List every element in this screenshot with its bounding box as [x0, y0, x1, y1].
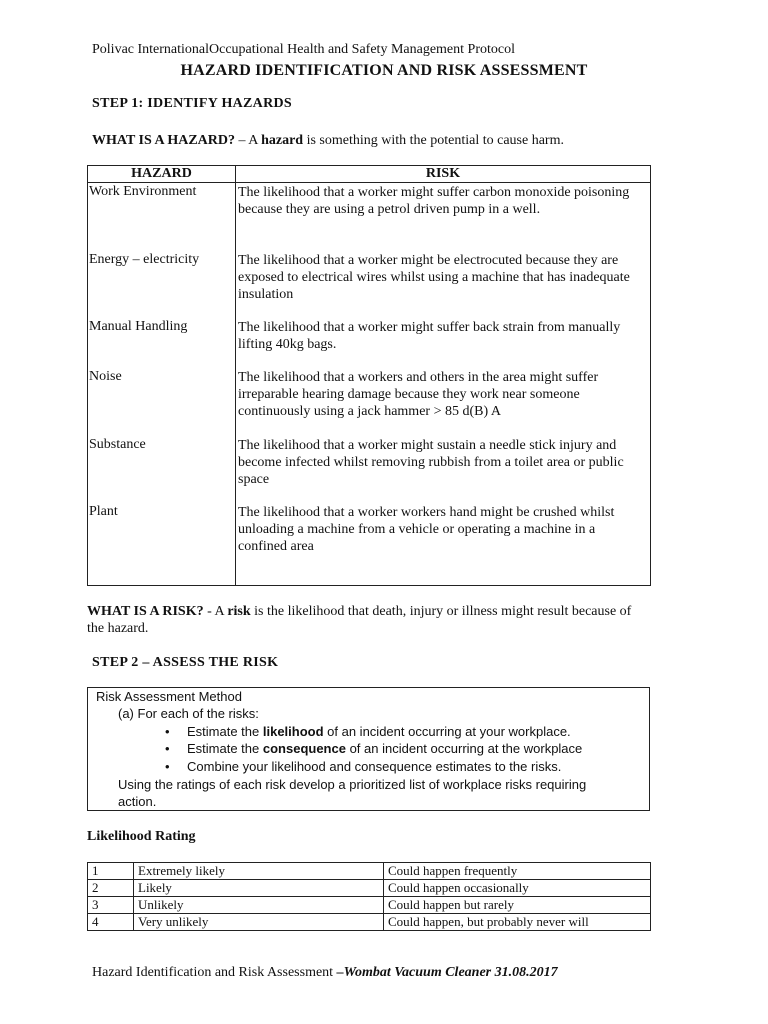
- rating-number: 2: [88, 880, 134, 897]
- risk-term: risk: [227, 604, 251, 619]
- hazard-risk-text: The likelihood that a worker might suffer back strain from manually lifting 40kg bags.: [238, 320, 621, 352]
- table-row: [88, 880, 651, 897]
- bullet-text-pre: Estimate the: [187, 741, 263, 756]
- footer-text: Hazard Identification and Risk Assessment: [92, 965, 337, 980]
- risk-definition-text: is the likelihood that death, injury or illness might result because of the hazard.: [87, 604, 632, 636]
- method-title: Risk Assessment Method: [96, 689, 242, 704]
- hazard-name: Plant: [89, 504, 118, 519]
- hazard-risk-text: The likelihood that a worker might suffer carbon monoxide poisoning because they are using a petrol driven pump in a well.: [238, 185, 630, 217]
- rating-label: Unlikely: [134, 897, 384, 914]
- risk-column-header: RISK: [236, 166, 651, 183]
- rating-label: Very unlikely: [134, 914, 384, 931]
- hazard-definition: [92, 132, 564, 149]
- hazard-name: Noise: [89, 369, 122, 384]
- table-row: [88, 897, 651, 914]
- step2-heading: STEP 2 – ASSESS THE RISK: [92, 655, 279, 670]
- method-closing-line1: Using the ratings of each risk develop a prioritized list of workplace risks requiring: [118, 777, 587, 792]
- bullet-icon: •: [165, 759, 170, 774]
- table-row: [88, 914, 651, 931]
- rating-number: 3: [88, 897, 134, 914]
- rating-description: Could happen but rarely: [384, 897, 651, 914]
- bullet-text-pre: Estimate the: [187, 724, 263, 739]
- hazard-name: Energy – electricity: [89, 252, 200, 267]
- page-footer: [92, 965, 558, 981]
- rating-description: Could happen frequently: [384, 863, 651, 880]
- hazard-question: WHAT IS A HAZARD?: [92, 133, 236, 148]
- method-closing-line2: action.: [118, 794, 157, 809]
- likelihood-rating-table: [87, 862, 651, 931]
- rating-label: Extremely likely: [134, 863, 384, 880]
- hazard-name: Manual Handling: [89, 319, 188, 334]
- organization-line: Polivac InternationalOccupational Health and Safety Management Protocol: [92, 42, 515, 57]
- hazard-risk-text: The likelihood that a worker workers hand might be crushed whilst unloading a machine from a vehicle or operating a machine in a confined area: [238, 505, 615, 554]
- method-bullet-consequence: [187, 740, 582, 757]
- rating-description: Could happen occasionally: [384, 880, 651, 897]
- risk-dash: - A: [203, 604, 228, 619]
- hazard-term: hazard: [261, 133, 304, 148]
- rating-number: 1: [88, 863, 134, 880]
- method-bullet-likelihood: [187, 723, 571, 740]
- rating-label: Likely: [134, 880, 384, 897]
- bullet-icon: •: [165, 741, 170, 756]
- bullet-icon: •: [165, 724, 170, 739]
- step1-heading: STEP 1: IDENTIFY HAZARDS: [92, 96, 292, 111]
- hazard-name: Substance: [89, 437, 146, 452]
- method-item-a: (a) For each of the risks:: [118, 706, 259, 721]
- method-bullet-combine: Combine your likelihood and consequence estimates to the risks.: [187, 759, 562, 774]
- hazard-dash: – A: [235, 133, 262, 148]
- hazard-definition-text: is something with the potential to cause harm.: [303, 133, 564, 148]
- hazard-risk-text: The likelihood that a worker might be electrocuted because they are exposed to electrical wires whilst using a machine that has inadequate insulation: [238, 253, 630, 302]
- rating-description: Could happen, but probably never will: [384, 914, 651, 931]
- hazard-column-header: HAZARD: [88, 166, 236, 183]
- likelihood-rating-title: Likelihood Rating: [87, 829, 196, 844]
- risk-assessment-method-box: [87, 687, 650, 811]
- hazard-risk-text: The likelihood that a workers and others in the area might suffer irreparable hearing damage because they work near someone continuously using a jack hammer > 85 d(B) A: [238, 370, 599, 419]
- table-row: [88, 863, 651, 880]
- bullet-text-post: of an incident occurring at the workplace: [345, 741, 583, 756]
- footer-emphasis: –Wombat Vacuum Cleaner 31.08.2017: [336, 965, 558, 980]
- rating-number: 4: [88, 914, 134, 931]
- risk-question: WHAT IS A RISK?: [87, 604, 204, 619]
- bullet-text-post: of an incident occurring at your workplace.: [323, 724, 571, 739]
- bullet-term: consequence: [262, 741, 346, 756]
- bullet-term: likelihood: [262, 724, 324, 739]
- risk-definition: [87, 603, 647, 637]
- hazard-name: Work Environment: [89, 184, 197, 199]
- hazard-risk-text: The likelihood that a worker might sustain a needle stick injury and become infected whilst removing rubbish from a toilet area or public space: [238, 438, 624, 487]
- document-title: HAZARD IDENTIFICATION AND RISK ASSESSMENT: [180, 62, 588, 79]
